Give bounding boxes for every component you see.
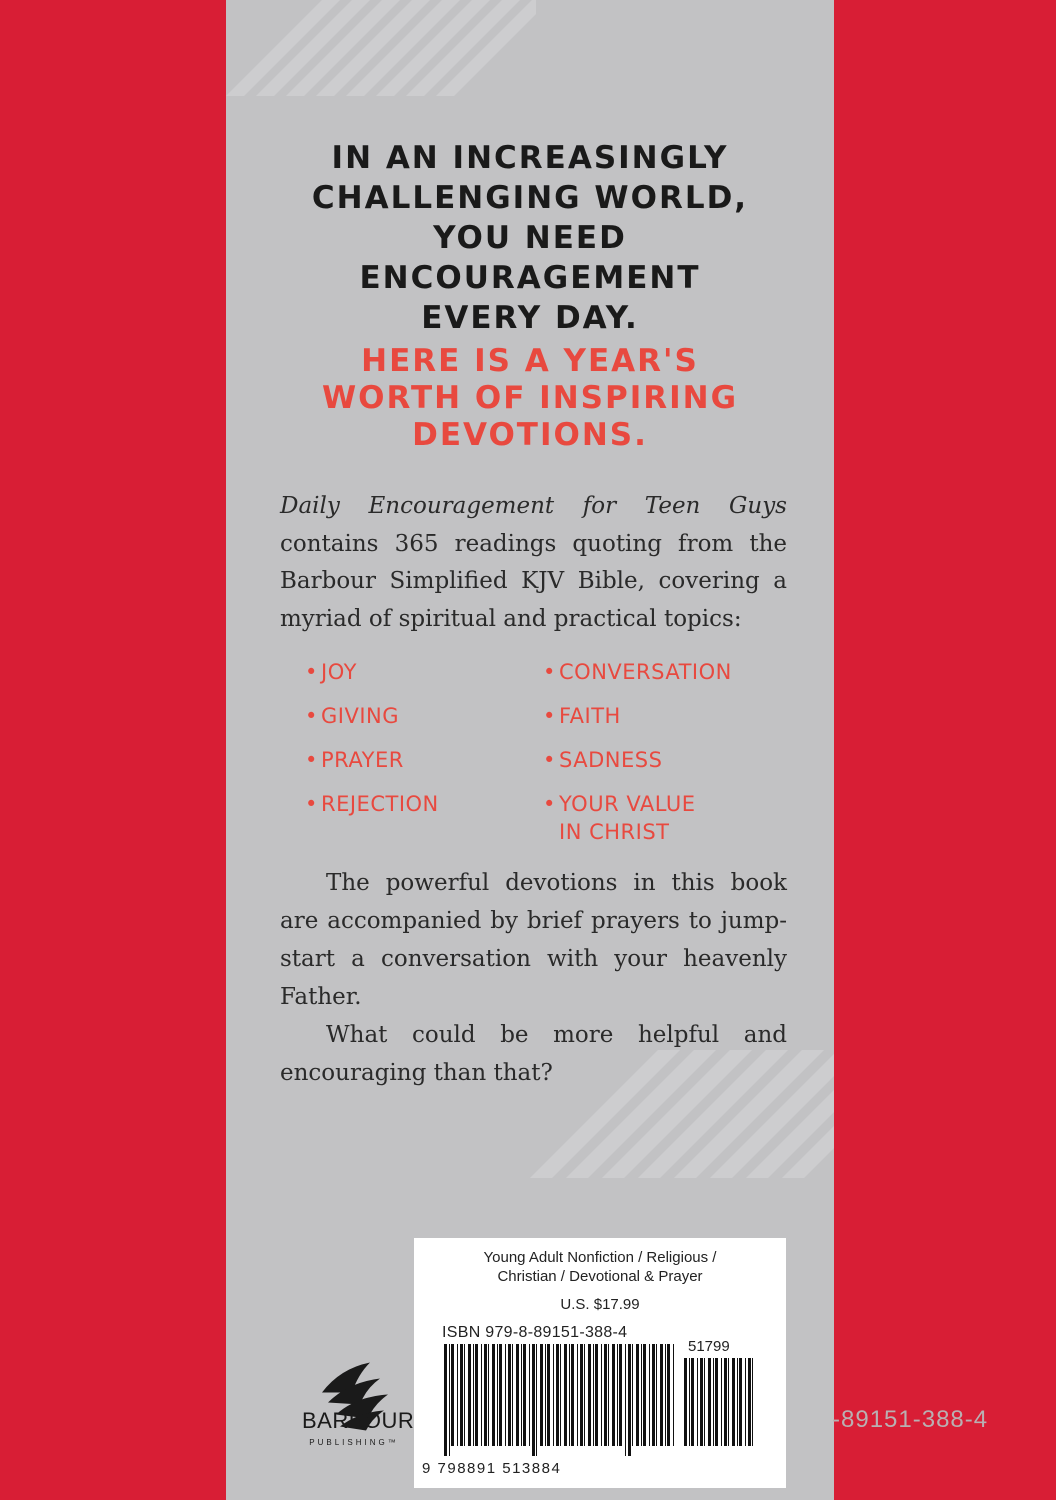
bullet: •	[305, 748, 318, 772]
decorative-stripes-top	[226, 0, 536, 96]
closing-paragraph	[280, 1016, 787, 1092]
left-red-band	[0, 0, 226, 1500]
bullet: •	[543, 792, 556, 816]
bullet: •	[543, 704, 556, 728]
subheadline	[226, 343, 834, 454]
bullet: •	[305, 660, 318, 684]
category-line: Christian / Devotional & Prayer	[497, 1268, 703, 1285]
topic-item	[543, 658, 732, 686]
subhead-line: HERE IS A YEAR'S	[361, 343, 699, 379]
topic-item	[543, 818, 669, 846]
headline-line: IN AN INCREASINGLY	[331, 140, 729, 176]
topic-label: CONVERSATION	[559, 660, 732, 684]
topic-label: PRAYER	[321, 748, 404, 772]
isbn-partial: -89151-388-4	[832, 1406, 989, 1433]
publisher-name: BARBOUR	[302, 1408, 415, 1433]
barcode-main	[444, 1344, 676, 1456]
subhead-line: DEVOTIONS.	[412, 417, 648, 453]
bullet: •	[543, 748, 556, 772]
closing-paragraph	[280, 864, 787, 1016]
closing-text	[280, 864, 787, 1092]
topic-item	[305, 702, 399, 730]
barcode-digits: 9 798891 513884	[422, 1460, 562, 1477]
category-text	[414, 1248, 786, 1286]
intro-text: contains 365 readings quoting from the Barbour Simplified KJV Bible, covering a myriad of spiritual and practical topics:	[280, 530, 787, 632]
closing-p2: What could be more helpful and encouraging than that?	[280, 1022, 787, 1086]
book-title: Daily Encouragement for Teen Guys	[280, 493, 787, 519]
topic-label: REJECTION	[321, 792, 439, 816]
headline-line: ENCOURAGEMENT	[359, 260, 701, 296]
topic-label: FAITH	[559, 704, 621, 728]
topic-label: IN CHRIST	[559, 820, 670, 844]
topic-item	[305, 658, 357, 686]
topic-label: SADNESS	[559, 748, 663, 772]
isbn-text: ISBN 979-8-89151-388-4	[442, 1324, 628, 1341]
headline-line: EVERY DAY.	[421, 300, 639, 336]
addon-number: 51799	[688, 1338, 730, 1355]
barbour-logo-icon	[300, 1330, 415, 1455]
subhead-line: WORTH OF INSPIRING	[321, 380, 739, 416]
headline-line: YOU NEED	[433, 220, 627, 256]
bullet: •	[305, 704, 318, 728]
topic-item	[543, 790, 696, 818]
publisher-sub: PUBLISHING™	[309, 1438, 399, 1447]
topic-item	[305, 746, 404, 774]
price: U.S. $17.99	[560, 1296, 640, 1313]
bullet: •	[305, 792, 318, 816]
topic-item	[543, 746, 662, 774]
barcode-label	[414, 1238, 786, 1488]
topic-label: GIVING	[321, 704, 400, 728]
topic-item	[543, 702, 621, 730]
right-red-band	[834, 0, 1056, 1500]
category-line: Young Adult Nonfiction / Religious /	[483, 1249, 717, 1266]
intro-paragraph	[280, 488, 787, 638]
headline	[226, 138, 834, 338]
bullet: •	[543, 660, 556, 684]
closing-p1: The powerful devotions in this book are accompanied by brief prayers to jump-start a conversation with your heavenly Father.	[280, 870, 787, 1010]
headline-line: CHALLENGING WORLD,	[311, 180, 749, 216]
topic-label: JOY	[321, 660, 357, 684]
topic-item	[305, 790, 439, 818]
barcode-addon	[684, 1358, 756, 1456]
topic-label: YOUR VALUE	[559, 792, 696, 816]
